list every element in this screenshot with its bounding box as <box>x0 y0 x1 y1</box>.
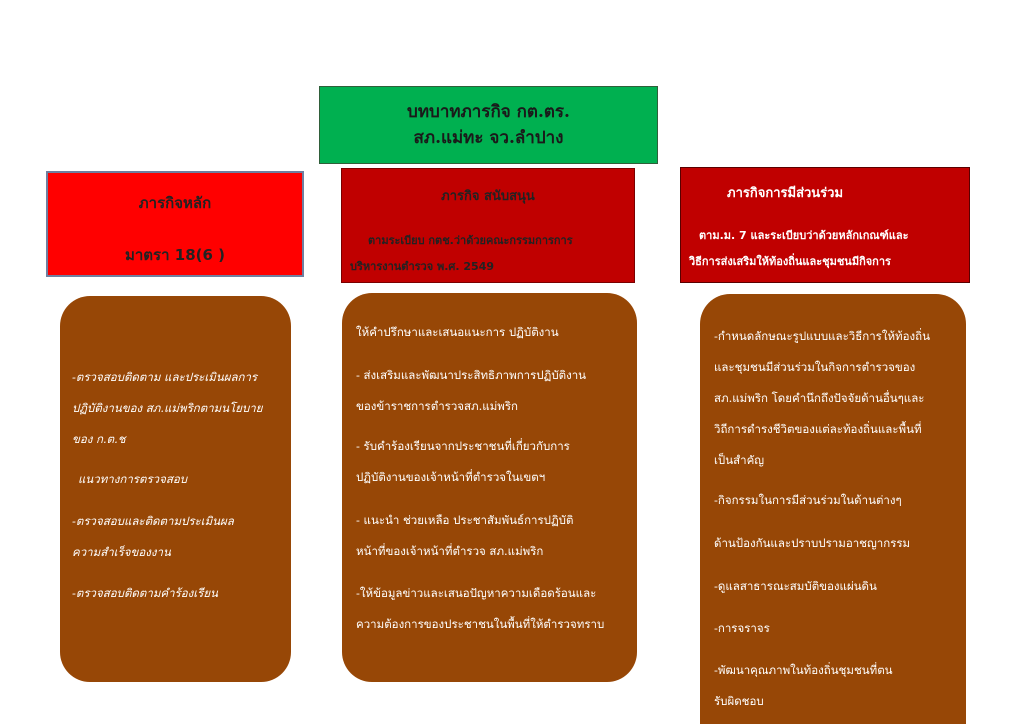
left-item-7: -ตรวจสอบติดตามคำร้องเรียน <box>72 586 218 600</box>
left-header-box <box>46 171 304 277</box>
title-line-2: สภ.แม่ทะ จว.ลำปาง <box>413 128 564 148</box>
middle-item-3: ของข้าราชการตำรวจสภ.แม่พริก <box>356 399 519 413</box>
left-item-1: -ตรวจสอบติดตาม และประเมินผลการ <box>72 370 258 384</box>
left-header-subtitle: มาตรา 18(6 ) <box>125 246 225 264</box>
right-header-box <box>680 167 970 283</box>
middle-item-1: ให้คำปรึกษาและเสนอแนะการ ปฏิบัติงาน <box>356 325 559 339</box>
middle-item-6: - แนะนำ ช่วยเหลือ ประชาสัมพันธ์การปฏิบัติ <box>356 513 574 527</box>
right-item-9: -การจราจร <box>714 621 770 635</box>
middle-header-title: ภารกิจ สนับสนุน <box>441 189 535 204</box>
middle-item-2: - ส่งเสริมและพัฒนาประสิทธิภาพการปฏิบัติงาน <box>356 368 587 382</box>
middle-item-8: -ให้ข้อมูลข่าวและเสนอปัญหาความเดือดร้อนและ <box>356 586 597 600</box>
right-item-7: ด้านป้องกันและปราบปรามอาชญากรรม <box>714 536 911 550</box>
left-item-5: -ตรวจสอบและติดตามประเมินผล <box>72 514 234 528</box>
middle-item-5: ปฏิบัติงานของเจ้าหน้าที่ตำรวจในเขตฯ <box>356 470 546 484</box>
right-item-10: -พัฒนาคุณภาพในท้องถิ่นชุมชนที่ตน <box>714 663 893 677</box>
right-item-11: รับผิดชอบ <box>714 694 764 708</box>
right-body-box <box>700 294 966 724</box>
right-header-line-2: ตาม.ม. 7 และระเบียบว่าด้วยหลักเกณฑ์และ <box>699 229 909 242</box>
left-item-2: ปฏิบัติงานของ สภ.แม่พริกตามนโยบาย <box>72 401 263 415</box>
middle-body-box <box>342 293 637 682</box>
right-item-8: -ดูแลสาธารณะสมบัติของแผ่นดิน <box>714 579 877 593</box>
left-header-title: ภารกิจหลัก <box>138 194 212 212</box>
left-body-box <box>60 296 291 682</box>
middle-header-line-2: ตามระเบียบ กตช.ว่าด้วยคณะกรรมการการ <box>368 234 573 247</box>
right-item-5: เป็นสำคัญ <box>714 453 765 467</box>
title-line-1: บทบาทภารกิจ กต.ตร. <box>407 102 570 122</box>
right-item-2: และชุมชนมีส่วนร่วมในกิจการตำรวจของ <box>714 360 916 374</box>
right-item-4: วิถีการดำรงชีวิตของแต่ละท้องถิ่นและพื้นที่ <box>714 422 922 436</box>
middle-header-line-3: บริหารงานตำรวจ พ.ศ. 2549 <box>350 260 495 273</box>
middle-item-9: ความต้องการของประชาชนในพื้นที่ให้ตำรวจทราบ <box>356 617 605 631</box>
middle-header-box <box>341 168 635 283</box>
left-item-3: ของ ก.ต.ช <box>72 432 126 446</box>
right-header-title: ภารกิจการมีส่วนร่วม <box>727 186 844 201</box>
middle-item-7: หน้าที่ของเจ้าหน้าที่ตำรวจ สภ.แม่พริก <box>356 544 544 558</box>
left-item-6: ความสำเร็จของงาน <box>72 545 171 559</box>
middle-item-4: - รับคำร้องเรียนจากประชาชนที่เกี่ยวกับการ <box>356 439 570 453</box>
right-item-6: -กิจกรรมในการมีส่วนร่วมในด้านต่างๆ <box>714 493 902 507</box>
left-item-4: แนวทางการตรวจสอบ <box>78 472 188 486</box>
right-header-line-3: วิธีการส่งเสริมให้ท้องถิ่นและชุมชนมีกิจการ <box>689 255 891 268</box>
title-box <box>319 86 658 164</box>
right-item-3: สภ.แม่พริก โดยคำนึกถึงปัจจัยด้านอื่นๆและ <box>714 391 925 405</box>
right-item-1: -กำหนดลักษณะรูปแบบและวิธีการให้ท้องถิ่น <box>714 329 930 343</box>
